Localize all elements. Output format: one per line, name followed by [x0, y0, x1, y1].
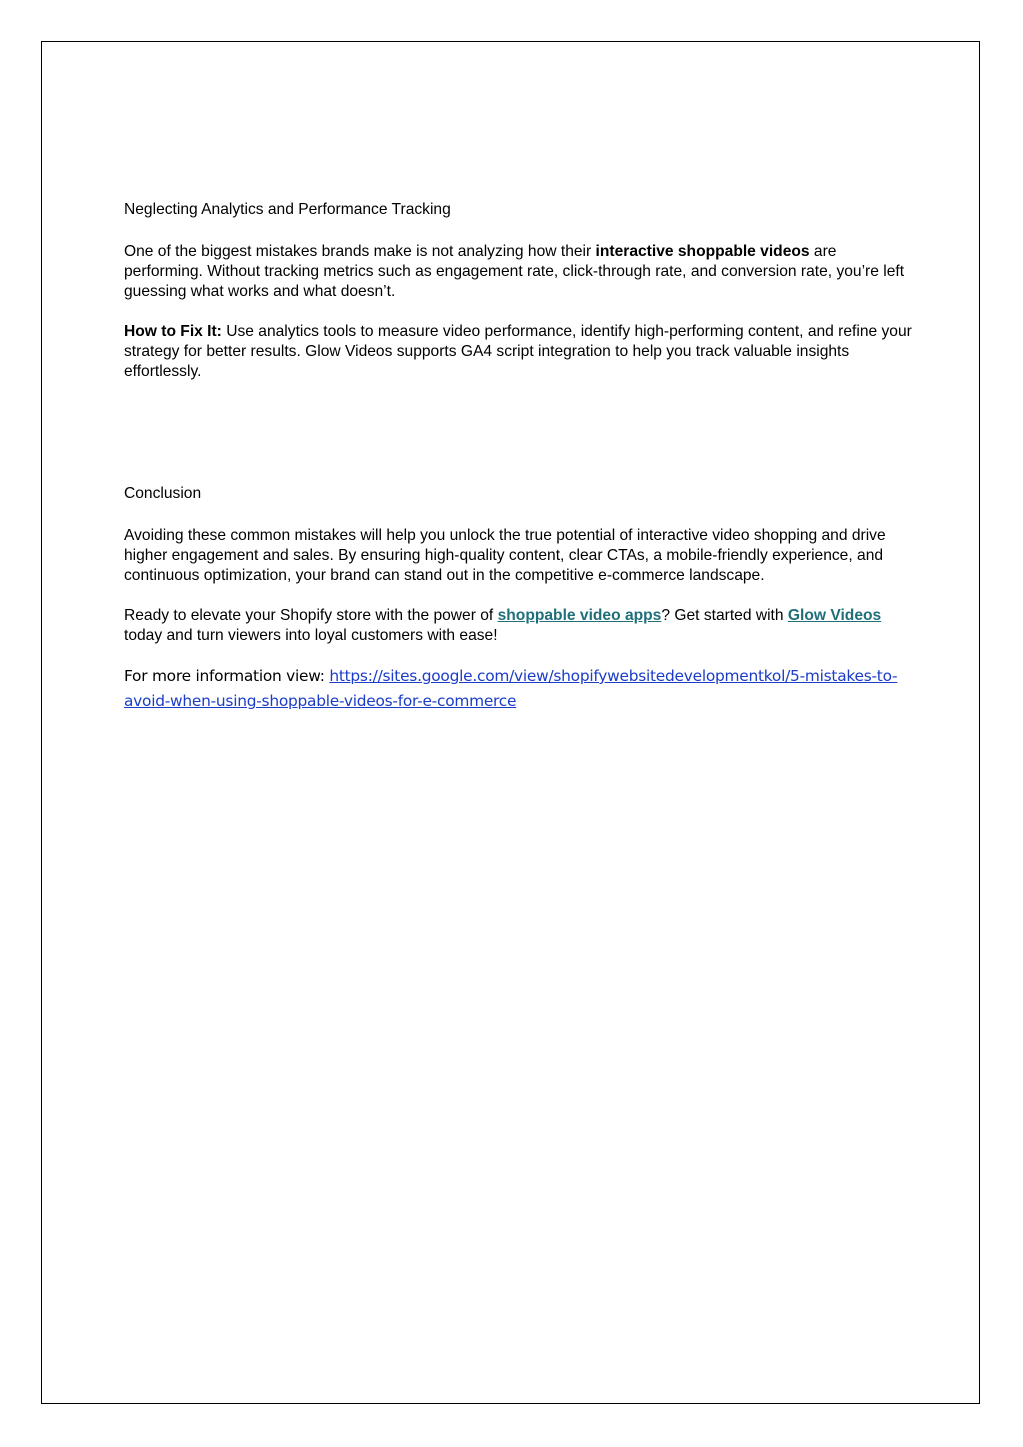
conclusion-paragraph: Avoiding these common mistakes will help you unlock the true potential of interactive video shopping and drive higher engagement and sales. By ensuring high-quality content, clear CTAs, a mobile-friendly experience, and continuous optimization, your brand can stand out in the competitive e-commerce landscape.: [124, 527, 886, 584]
fix-it-label: How to Fix It:: [124, 323, 222, 340]
cta-paragraph: [124, 606, 914, 646]
shoppable-video-apps-link[interactable]: shoppable video apps: [497, 607, 662, 624]
more-info-line: [124, 664, 914, 714]
analytics-text-after: are performing. Without tracking metrics such as engagement rate, click-through rate, and conversion rate, you’re left guessing what works and what doesn’t.: [124, 243, 905, 300]
analytics-paragraph: [124, 242, 914, 302]
document-body: [124, 200, 914, 714]
section-heading-analytics: Neglecting Analytics and Performance Tracking: [124, 201, 451, 218]
cta-text-after: today and turn viewers into loyal customers with ease!: [124, 627, 498, 644]
more-info-label: For more information view:: [124, 667, 330, 685]
fix-it-paragraph: [124, 322, 914, 382]
fix-it-text: Use analytics tools to measure video performance, identify high-performing content, and refine your strategy for better results. Glow Videos supports GA4 script integration to help you track valuable insights effortlessly.: [124, 323, 912, 380]
source-url-link[interactable]: https://sites.google.com/view/shopifywebsitedevelopmentkol/5-mistakes-to-avoid-when-using-shoppable-videos-for-e-commerce: [124, 667, 898, 710]
cta-text-before: Ready to elevate your Shopify store with the power of: [124, 607, 498, 624]
section-spacer: [124, 402, 914, 484]
conclusion-heading: Conclusion: [124, 485, 202, 502]
analytics-bold-term: interactive shoppable videos: [595, 243, 810, 260]
cta-text-middle: ? Get started with: [661, 607, 788, 624]
glow-videos-link[interactable]: Glow Videos: [787, 607, 882, 624]
analytics-text-before: One of the biggest mistakes brands make is not analyzing how their: [124, 243, 596, 260]
